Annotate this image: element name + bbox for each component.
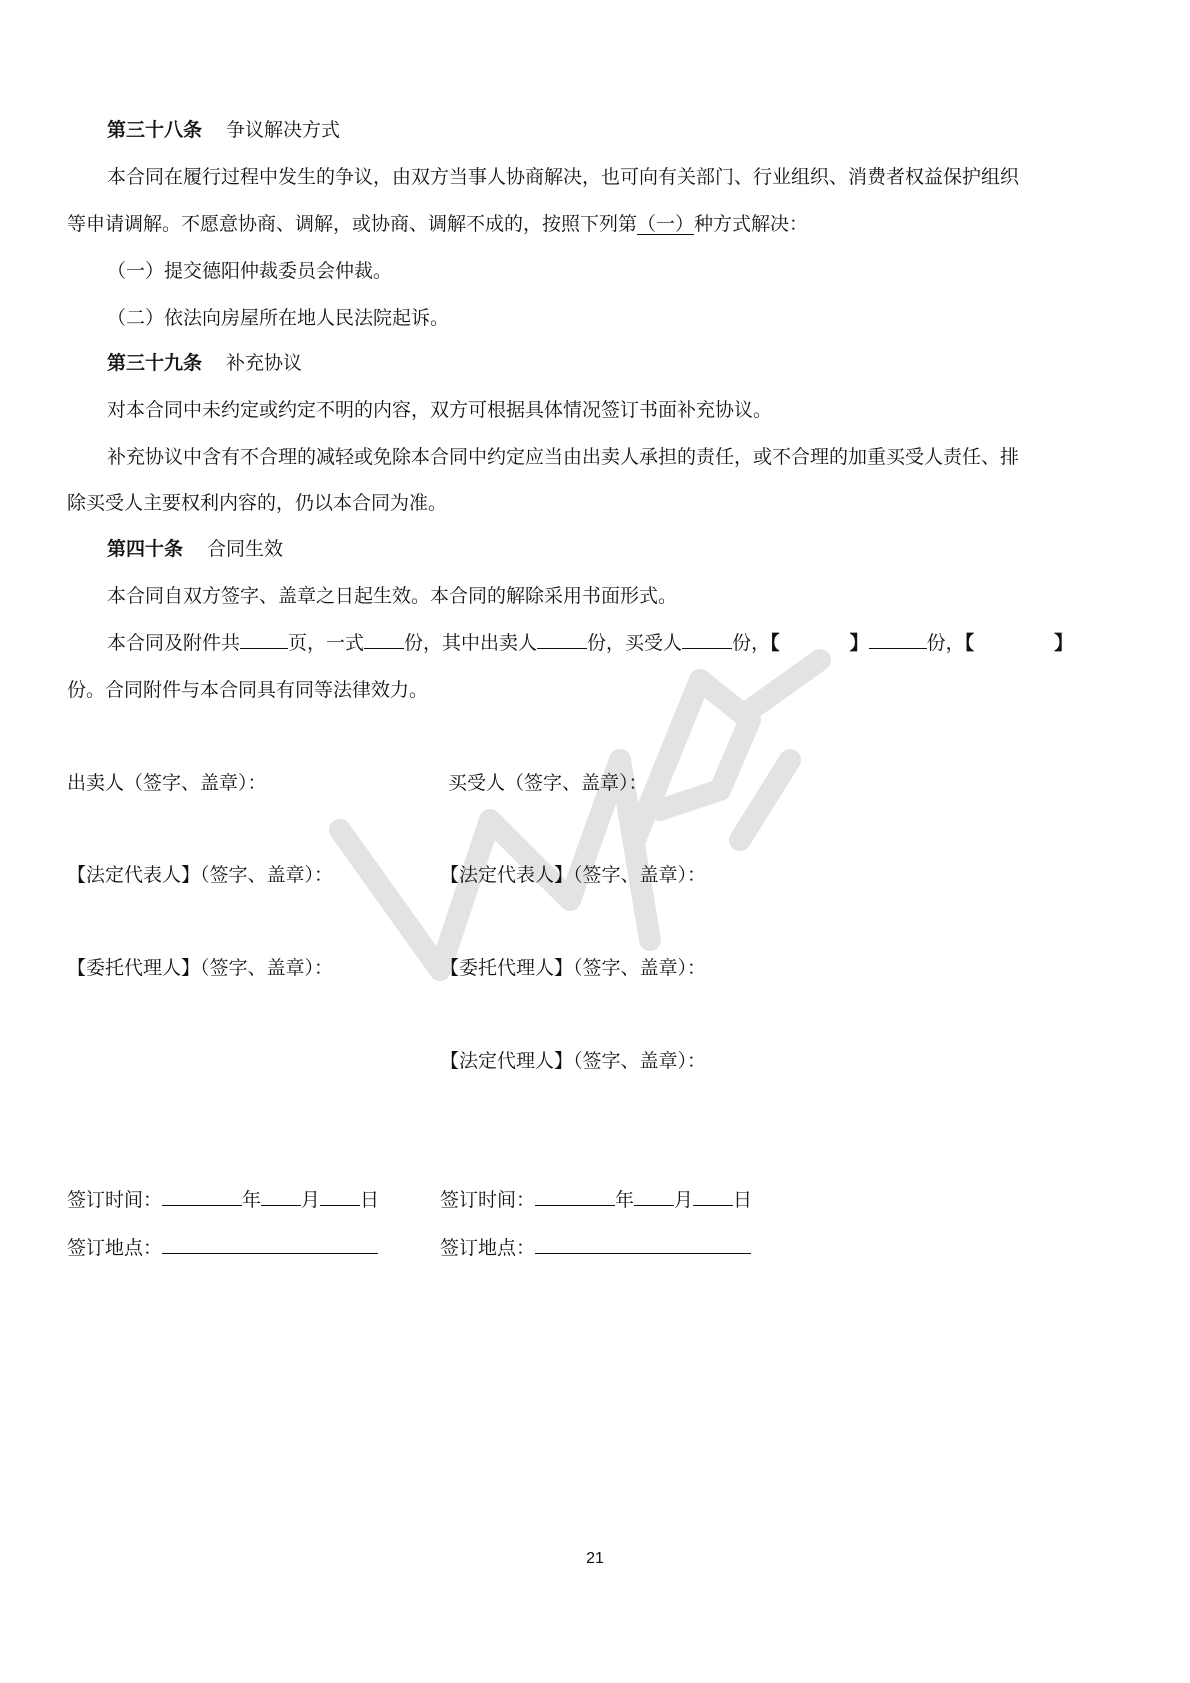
buyer-sign-place bbox=[440, 1235, 751, 1261]
day-label: 日 bbox=[360, 1189, 380, 1211]
article-40-subtitle: 合同生效 bbox=[207, 538, 284, 560]
seller-legal-rep-label: 【法定代表人】（签字、盖章）： bbox=[67, 864, 334, 886]
article-39-para2: 补充协议中含有不合理的减轻或免除本合同中约定应当由出卖人承担的责任，或不合理的加重买受人责任、排 bbox=[107, 446, 1020, 468]
place-blank[interactable] bbox=[535, 1235, 751, 1254]
article-38-para2-a: 等申请调解。不愿意协商、调解，或协商、调解不成的，按照下列第 bbox=[67, 213, 638, 235]
article-38-heading bbox=[107, 117, 340, 143]
day-blank[interactable] bbox=[693, 1187, 733, 1206]
bracket-left: 【 bbox=[770, 632, 780, 654]
seller-sign-date bbox=[67, 1187, 379, 1213]
buyer-signature-label: 买受人（签字、盖章）： bbox=[448, 772, 648, 794]
text-segment: 份，其中出卖人 bbox=[404, 632, 538, 654]
article-38-para2-b: 种方式解决： bbox=[694, 213, 809, 235]
article-38-subtitle: 争议解决方式 bbox=[226, 119, 341, 141]
year-label: 年 bbox=[242, 1189, 262, 1211]
seller-copies-blank[interactable] bbox=[537, 630, 587, 649]
other-copies-blank[interactable] bbox=[869, 630, 927, 649]
text-segment: 份， bbox=[926, 632, 965, 654]
article-39-para3: 除买受人主要权利内容的，仍以本合同为准。 bbox=[67, 492, 448, 514]
date-label: 签订时间： bbox=[440, 1189, 536, 1211]
article-38-para2 bbox=[67, 211, 808, 237]
place-blank[interactable] bbox=[162, 1235, 378, 1254]
seller-agent-label: 【委托代理人】（签字、盖章）： bbox=[67, 957, 334, 979]
day-blank[interactable] bbox=[320, 1187, 360, 1206]
day-label: 日 bbox=[733, 1189, 753, 1211]
month-label: 月 bbox=[301, 1189, 321, 1211]
article-40-para1: 本合同自双方签字、盖章之日起生效。本合同的解除采用书面形式。 bbox=[107, 585, 678, 607]
year-blank[interactable] bbox=[535, 1187, 615, 1206]
buyer-legal-rep-label: 【法定代表人】（签字、盖章）： bbox=[440, 864, 707, 886]
seller-signature-label: 出卖人（签字、盖章）： bbox=[67, 772, 267, 794]
year-label: 年 bbox=[615, 1189, 635, 1211]
buyer-agent-label: 【委托代理人】（签字、盖章）： bbox=[440, 957, 707, 979]
article-40-para3: 份。合同附件与本合同具有同等法律效力。 bbox=[67, 679, 429, 701]
place-label: 签订地点： bbox=[440, 1237, 536, 1259]
copies-blank[interactable] bbox=[364, 630, 404, 649]
month-blank[interactable] bbox=[634, 1187, 674, 1206]
buyer-sign-date bbox=[440, 1187, 752, 1213]
place-label: 签订地点： bbox=[67, 1237, 163, 1259]
month-blank[interactable] bbox=[261, 1187, 301, 1206]
text-segment: 本合同及附件共 bbox=[107, 632, 241, 654]
bracket-right: 】 bbox=[849, 632, 869, 654]
seller-sign-place bbox=[67, 1235, 378, 1261]
article-38-title: 第三十八条 bbox=[107, 119, 203, 141]
article-39-subtitle: 补充协议 bbox=[226, 352, 303, 374]
article-40-title: 第四十条 bbox=[107, 538, 184, 560]
date-label: 签订时间： bbox=[67, 1189, 163, 1211]
text-segment: 份， bbox=[732, 632, 771, 654]
article-38-option-2: （二）依法向房屋所在地人民法院起诉。 bbox=[107, 307, 450, 329]
article-39-heading bbox=[107, 350, 302, 376]
article-38-option-1: （一）提交德阳仲裁委员会仲裁。 bbox=[107, 260, 393, 282]
article-39-title: 第三十九条 bbox=[107, 352, 203, 374]
bracket-right-2: 】 bbox=[1054, 632, 1074, 654]
pages-blank[interactable] bbox=[240, 630, 288, 649]
buyer-copies-blank[interactable] bbox=[682, 630, 732, 649]
article-39-para1: 对本合同中未约定或约定不明的内容，双方可根据具体情况签订书面补充协议。 bbox=[107, 399, 773, 421]
text-segment: 页，一式 bbox=[288, 632, 365, 654]
page-number: 21 bbox=[586, 1550, 604, 1567]
buyer-guardian-label: 【法定代理人】（签字、盖章）： bbox=[440, 1050, 707, 1072]
bracket-left-2: 【 bbox=[964, 632, 975, 654]
article-40-heading bbox=[107, 536, 283, 562]
month-label: 月 bbox=[674, 1189, 694, 1211]
article-38-para1: 本合同在履行过程中发生的争议，由双方当事人协商解决，也可向有关部门、行业组织、消费者权益保护组织 bbox=[107, 166, 1020, 188]
text-segment: 份，买受人 bbox=[587, 632, 683, 654]
article-40-para2 bbox=[107, 630, 1073, 656]
article-38-choice: （一） bbox=[637, 213, 695, 235]
year-blank[interactable] bbox=[162, 1187, 242, 1206]
